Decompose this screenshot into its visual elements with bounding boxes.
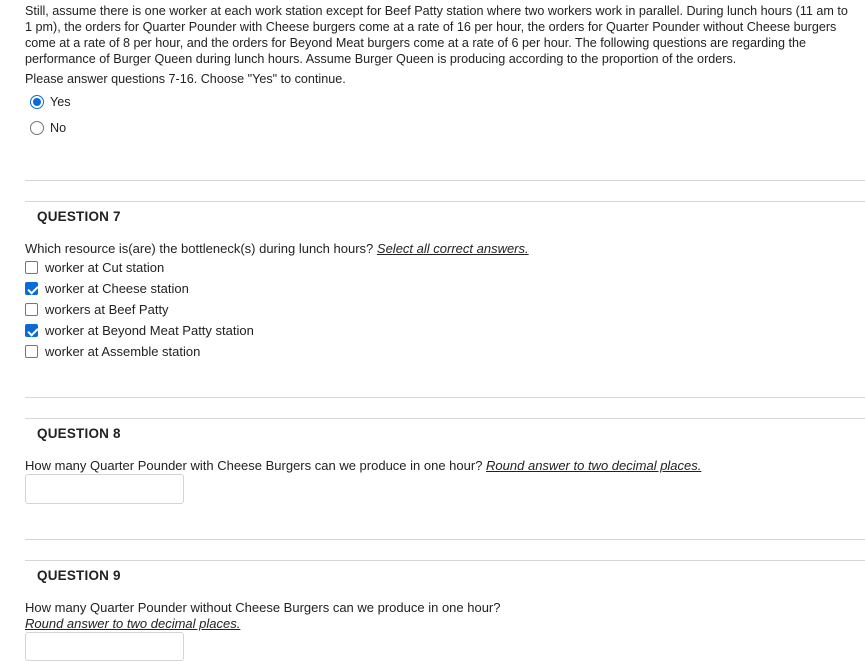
radio-option-no[interactable] xyxy=(30,121,66,135)
question-9-instruction-wrap xyxy=(25,616,240,631)
section-divider xyxy=(25,539,865,540)
question-7-instruction: Select all correct answers. xyxy=(376,241,529,256)
question-7-text xyxy=(25,241,529,256)
checkbox-cheese[interactable] xyxy=(25,282,38,295)
radio-label-yes[interactable]: Yes xyxy=(50,95,71,109)
checkbox-label-cheese[interactable]: worker at Cheese station xyxy=(45,281,189,296)
scenario-text: Still, assume there is one worker at each work station except for Beef Patty station where two workers work in parallel. During lunch hours (11 am to 1 pm), the orders for Quarter Pounder with Cheese burgers come at a rate of 16 per hour, the orders for Quarter Pounder without Cheese burgers come at a rate of 8 per hour, and the orders for Beyond Meat burgers come at a rate of 6 per hour. The following questions are regarding the performance of Burger Queen during lunch hours. Assume Burger Queen is producing according to the proportion of the orders. xyxy=(25,4,848,66)
checkbox-beef-patty[interactable] xyxy=(25,303,38,316)
checkbox-cut[interactable] xyxy=(25,261,38,274)
q7-option-beyond-meat[interactable] xyxy=(25,323,254,338)
q7-option-assemble[interactable] xyxy=(25,344,200,359)
checkbox-label-assemble[interactable]: worker at Assemble station xyxy=(45,344,201,359)
question-9-answer-input[interactable] xyxy=(25,632,184,661)
question-8-answer-input[interactable] xyxy=(25,474,184,504)
question-9-title: QUESTION 9 xyxy=(37,568,121,583)
checkbox-assemble[interactable] xyxy=(25,345,38,358)
question-7-title: QUESTION 7 xyxy=(37,209,121,224)
checkbox-label-beef-patty[interactable]: workers at Beef Patty xyxy=(45,302,169,317)
radio-button-yes[interactable] xyxy=(30,95,44,109)
section-divider xyxy=(25,180,865,181)
q7-option-cut[interactable] xyxy=(25,260,164,275)
question-7-prompt: Which resource is(are) the bottleneck(s) during lunch hours? xyxy=(25,241,374,256)
checkbox-beyond-meat[interactable] xyxy=(25,324,38,337)
section-divider xyxy=(25,397,865,398)
question-9-prompt: How many Quarter Pounder without Cheese Burgers can we produce in one hour? xyxy=(25,600,501,615)
radio-button-no[interactable] xyxy=(30,121,44,135)
question-divider xyxy=(25,560,865,561)
question-divider xyxy=(25,201,865,202)
q7-option-cheese[interactable] xyxy=(25,281,189,296)
question-9-instruction: Round answer to two decimal places. xyxy=(25,616,241,631)
checkbox-label-beyond-meat[interactable]: worker at Beyond Meat Patty station xyxy=(45,323,254,338)
radio-option-yes[interactable] xyxy=(30,95,71,109)
continue-prompt: Please answer questions 7-16. Choose "Yes" to continue. xyxy=(25,72,346,86)
radio-label-no[interactable]: No xyxy=(50,121,67,135)
q7-option-beef-patty[interactable] xyxy=(25,302,169,317)
question-8-prompt: How many Quarter Pounder with Cheese Burgers can we produce in one hour? xyxy=(25,458,483,473)
checkbox-label-cut[interactable]: worker at Cut station xyxy=(45,260,165,275)
question-8-text xyxy=(25,458,701,473)
question-8-title: QUESTION 8 xyxy=(37,426,121,441)
question-divider xyxy=(25,418,865,419)
question-8-instruction: Round answer to two decimal places. xyxy=(486,458,702,473)
